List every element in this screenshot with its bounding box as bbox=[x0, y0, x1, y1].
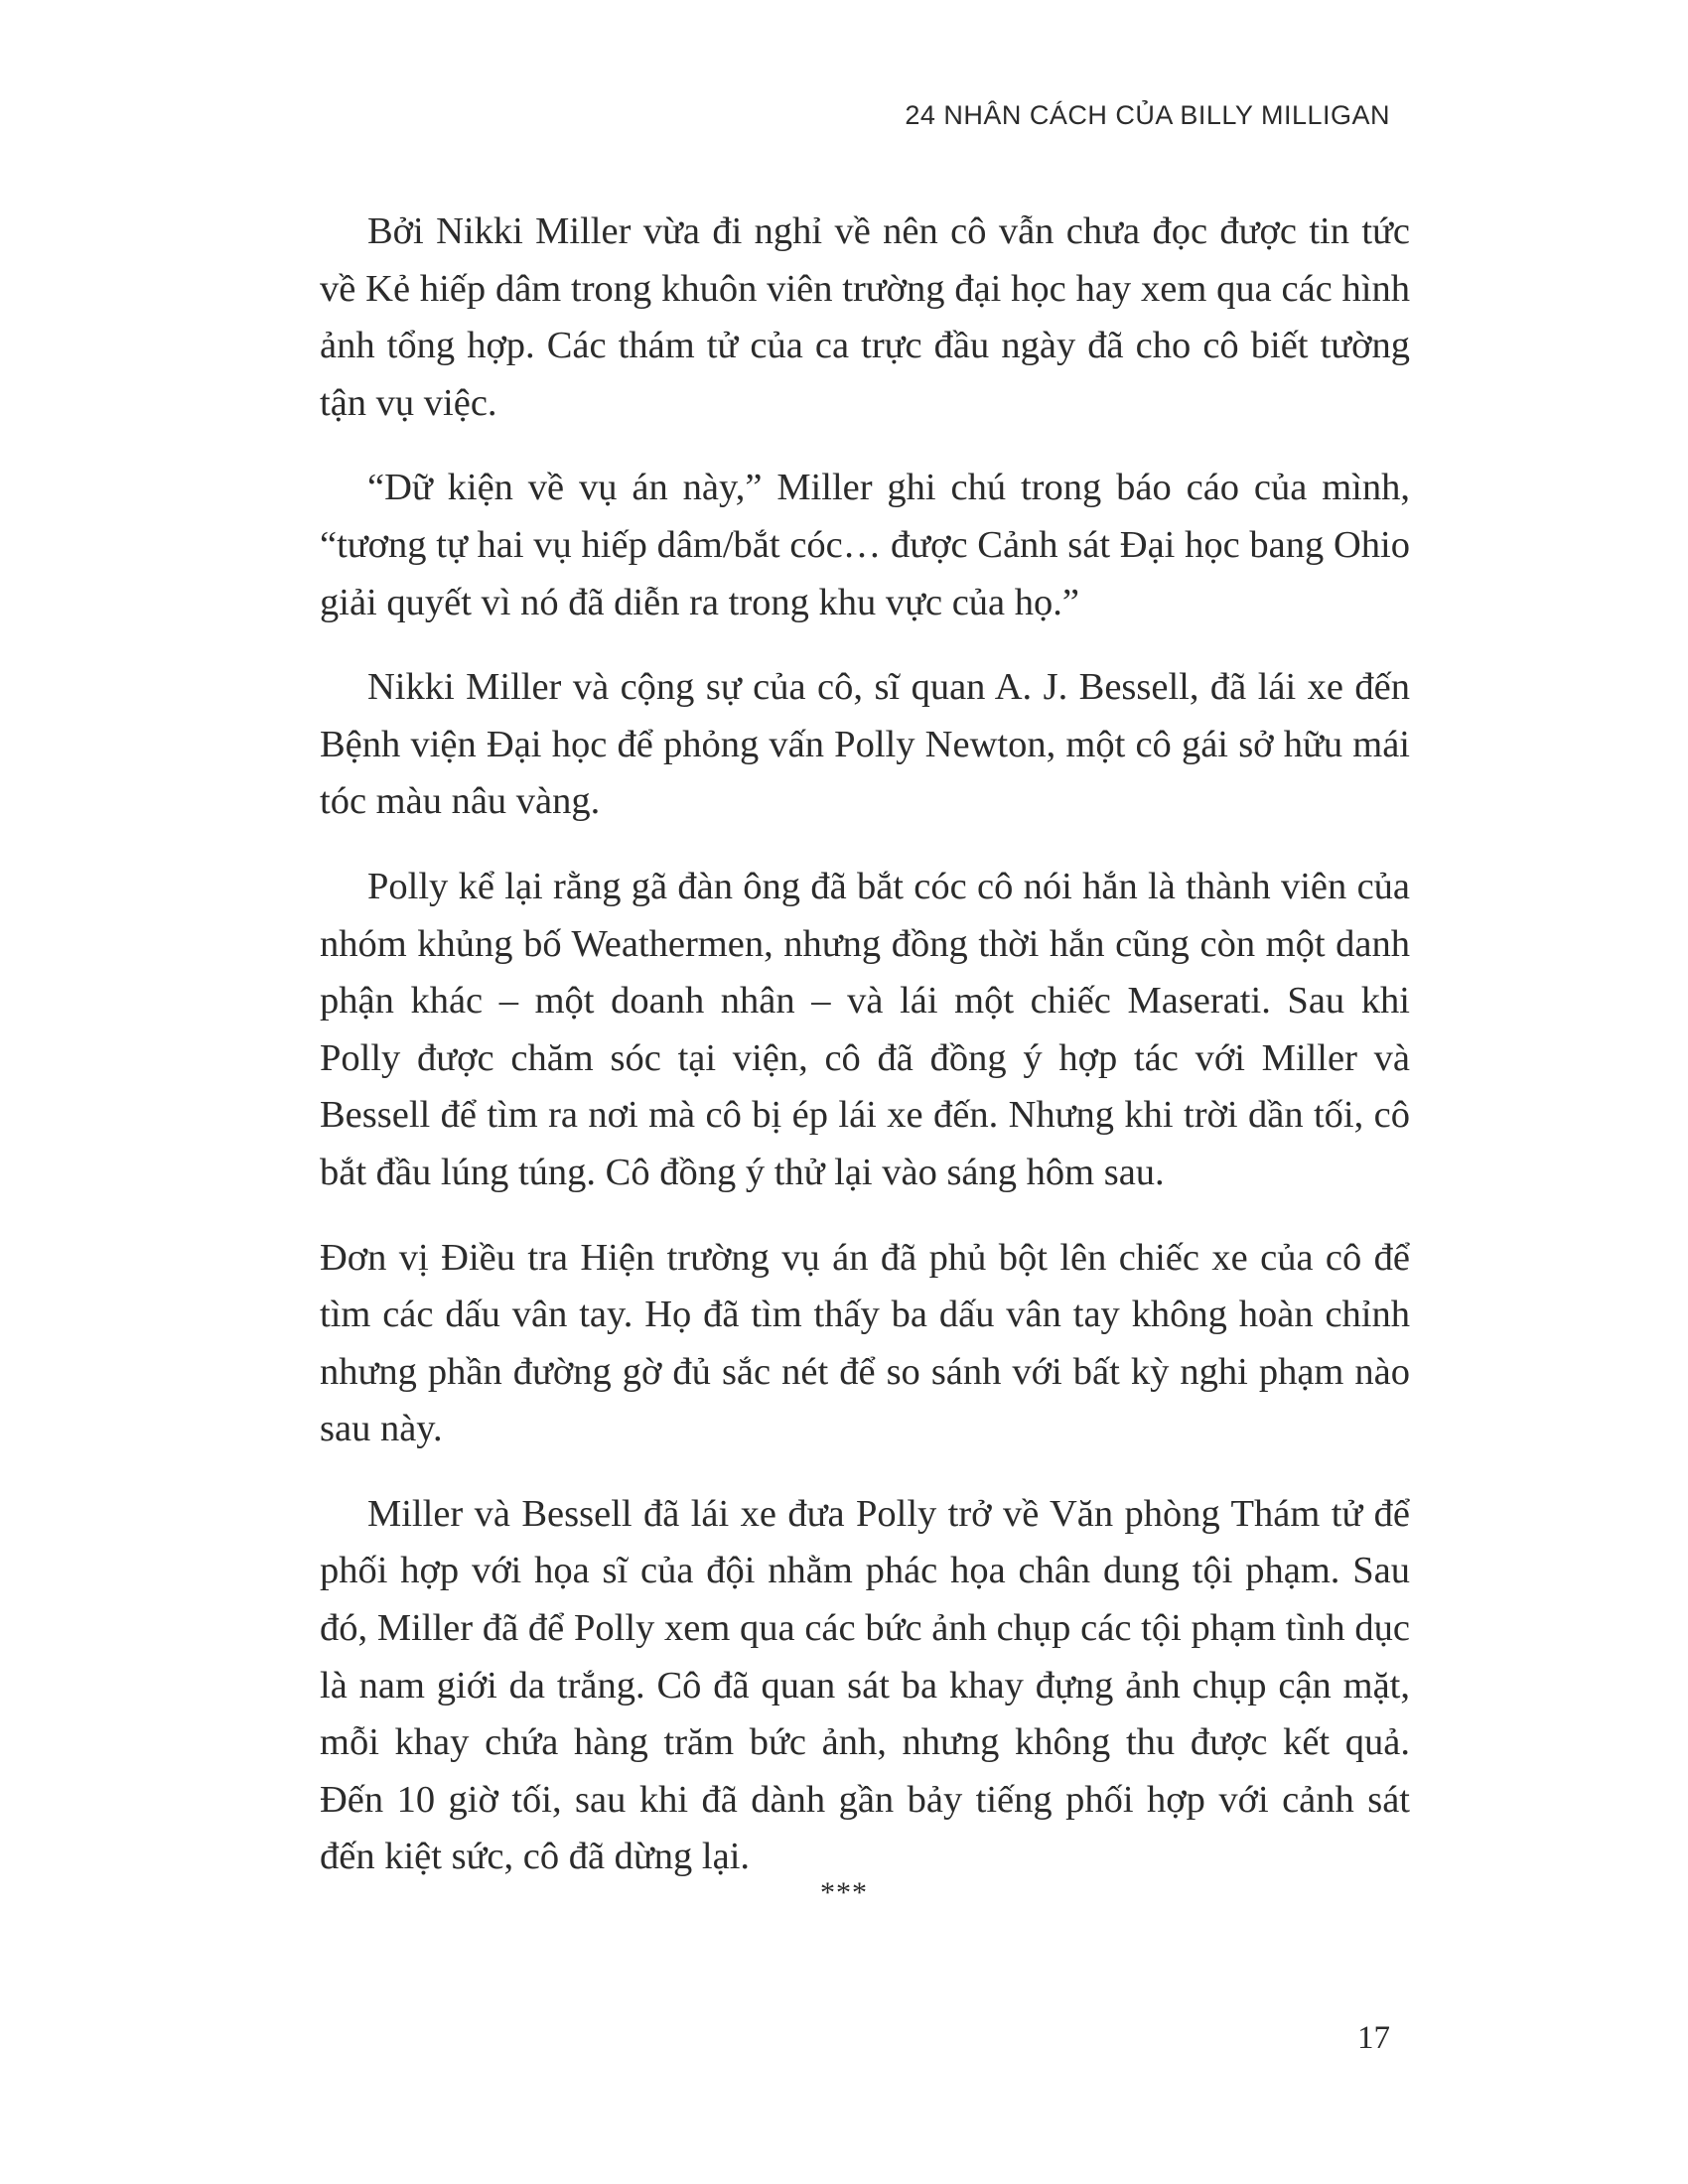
paragraph-6: Miller và Bessell đã lái xe đưa Polly trở về Văn phòng Thám tử để phối hợp với họa sĩ của đội nhằm phác họa chân dung tội phạm. Sau đó, Miller đã để Polly xem qua các bức ảnh chụp các tội phạm tình dục là nam giới da trắng. Cô đã quan sát ba khay đựng ảnh chụp cận mặt, mỗi khay chứa hàng trăm bức ảnh, nhưng không thu được kết quả. Đến 10 giờ tối, sau khi đã dành gần bảy tiếng phối hợp với cảnh sát đến kiệt sức, cô đã dừng lại. bbox=[320, 1492, 1410, 1878]
running-header-title: 24 NHÂN CÁCH CỦA BILLY MILLIGAN bbox=[905, 100, 1390, 130]
paragraph-3: Nikki Miller và cộng sự của cô, sĩ quan A. J. Bessell, đã lái xe đến Bệnh viện Đại học để phỏng vấn Polly Newton, một cô gái sở hữu mái tóc màu nâu vàng. bbox=[320, 666, 1410, 823]
paragraph-4: Polly kể lại rằng gã đàn ông đã bắt cóc cô nói hắn là thành viên của nhóm khủng bố Weathermen, nhưng đồng thời hắn cũng còn một danh phận khác – một doanh nhân – và lái một chiếc Maserati. Sau khi Polly được chăm sóc tại viện, cô đã đồng ý hợp tác với Miller và Bessell để tìm ra nơi mà cô bị ép lái xe đến. Nhưng khi trời dần tối, cô bắt đầu lúng túng. Cô đồng ý thử lại vào sáng hôm sau. bbox=[320, 865, 1410, 1193]
paragraph-1: Bởi Nikki Miller vừa đi nghỉ về nên cô vẫn chưa đọc được tin tức về Kẻ hiếp dâm trong khuôn viên trường đại học hay xem qua các hình ảnh tổng hợp. Các thám tử của ca trực đầu ngày đã cho cô biết tường tận vụ việc. bbox=[320, 210, 1410, 424]
paragraph-5: Đơn vị Điều tra Hiện trường vụ án đã phủ bột lên chiếc xe của cô để tìm các dấu vân tay. Họ đã tìm thấy ba dấu vân tay không hoàn chỉnh nhưng phần đường gờ đủ sắc nét để so sánh với bất kỳ nghi phạm nào sau này. bbox=[320, 1236, 1410, 1450]
chapter-body bbox=[320, 204, 1410, 1914]
page-number: 17 bbox=[1357, 2020, 1390, 2056]
paragraph-2: “Dữ kiện về vụ án này,” Miller ghi chú trong báo cáo của mình, “tương tự hai vụ hiếp dâm/bắt cóc… được Cảnh sát Đại học bang Ohio giải quyết vì nó đã diễn ra trong khu vực của họ.” bbox=[320, 467, 1410, 623]
section-break: *** bbox=[820, 1876, 868, 1909]
